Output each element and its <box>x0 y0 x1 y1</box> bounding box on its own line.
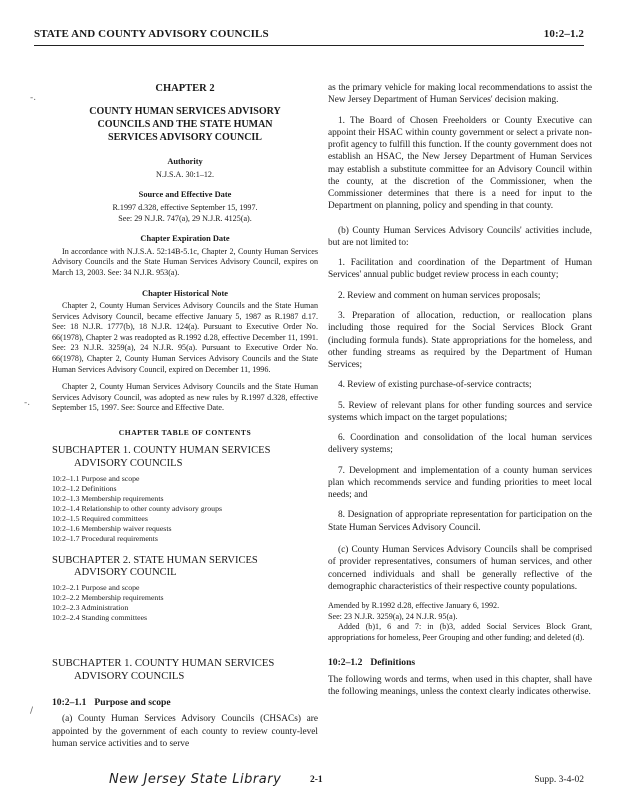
expiration-text: In accordance with N.J.S.A. 52:14B-5.1c, Chapter 2, County Human Services Advisory Councils and the State Human Services Advisory Council, expires on March 13, 2003. See: 34 N.J.R. 953(a). <box>52 246 318 277</box>
chapter-label: CHAPTER 2 <box>155 83 215 94</box>
expiration-block <box>52 234 318 278</box>
header-title: STATE AND COUNTY ADVISORY COUNCILS <box>34 28 269 40</box>
right-column <box>328 82 592 706</box>
scan-mark: -. <box>24 398 31 408</box>
toc-item[interactable]: 10:2–2.2 Membership requirements <box>52 592 164 602</box>
toc-item[interactable]: 10:2–1.1 Purpose and scope <box>52 473 140 483</box>
continued-text: as the primary vehicle for making local recommendations to assist the New Jersey Department of Human Services' decision making. <box>328 83 592 106</box>
authority-text: N.J.S.A. 30:1–12. <box>155 169 214 179</box>
section-title-1-1: 10:2–1.1 Purpose and scope <box>52 696 171 708</box>
history-heading: Chapter Historical Note <box>142 288 228 298</box>
scan-mark: -. <box>30 93 37 103</box>
toc-list-2 <box>52 583 318 624</box>
paragraph-c: (c) County Human Services Advisory Councils shall be comprised of provider representatives, consumers of human services, and other concerned individuals and shall be generally reflective of the demographic characteristics of their respective county populations. <box>328 544 592 592</box>
library-watermark: New Jersey State Library <box>109 772 282 787</box>
scan-mark: / <box>30 706 34 716</box>
toc-item[interactable]: 10:2–2.1 Purpose and scope <box>52 582 140 592</box>
authority-block <box>52 157 318 180</box>
history-block <box>52 289 318 414</box>
page-number: 2-1 <box>310 775 323 785</box>
toc-item[interactable]: 10:2–1.3 Membership requirements <box>52 493 164 503</box>
authority-heading: Authority <box>167 156 203 166</box>
header-rule <box>34 45 584 46</box>
toc-list-1 <box>52 474 318 545</box>
item-a-1: 1. The Board of Chosen Freeholders or County Executive can appoint their HSAC within county government or select a private non-profit agency to fulfill this function. If the county government does not establish an HSAC, the New Jersey Department of Human Services may establish a substitute committee for an Advisory Council within the county, at the discretion of the Commissioner, when the Commissioner determines that there is a need for input to the Department on planning, policy and spending in that county. <box>328 115 592 212</box>
supplement-date: Supp. 3-4-02 <box>534 775 584 785</box>
running-header <box>34 28 584 40</box>
toc-subchapter-1: SUBCHAPTER 1. COUNTY HUMAN SERVICES ADVISORY COUNCILS <box>52 445 271 470</box>
list-item: 1. Facilitation and coordination of the Department of Human Services' annual public budget review process in each county; <box>328 258 592 281</box>
list-item: 6. Coordination and consolidation of the local human services delivery systems; <box>328 433 592 456</box>
section-1-1-a: (a) County Human Services Advisory Councils (CHSACs) are appointed by the government of each county to review county-level human service activities and to serve <box>52 714 318 749</box>
expiration-heading: Chapter Expiration Date <box>140 234 230 244</box>
list-item: 7. Development and implementation of a county human services plan which recommends service and funding priorities to meet local needs; and <box>328 465 592 501</box>
toc-item[interactable]: 10:2–1.4 Relationship to other county advisory groups <box>52 504 222 513</box>
list-item: 4. Review of existing purchase-of-service contracts; <box>338 380 532 391</box>
header-section: 10:2–1.2 <box>543 28 584 40</box>
toc-item[interactable]: 10:2–2.4 Standing committees <box>52 613 148 623</box>
section-title-1-2: 10:2–1.2 Definitions <box>328 657 416 669</box>
source-block: Source and Effective Date R.1997 d.328, effective September 15, 1997. See: 29 N.J.R. 747(a), 29 N.J.R. 4125(a). <box>52 190 318 224</box>
paragraph-b: (b) County Human Services Advisory Councils' activities include, but are not limited to: <box>328 225 592 248</box>
left-column <box>52 82 318 758</box>
toc-item[interactable]: 10:2–1.2 Definitions <box>52 483 117 493</box>
toc-heading: CHAPTER TABLE OF CONTENTS <box>118 427 252 437</box>
toc-item[interactable]: 10:2–1.7 Procedural requirements <box>52 534 158 544</box>
amendment-note: Amended by R.1992 d.28, effective January 6, 1992. See: 23 N.J.R. 3259(a), 24 N.J.R. 95(a). Added (b)1, 6 and 7: in (b)3, added Social Services Block Grant, appropriations for homeless, Peer Grouping and other funding; and deleted (d). <box>328 601 592 642</box>
toc-item[interactable]: 10:2–1.6 Membership waiver requests <box>52 524 172 534</box>
toc-subchapter-2: SUBCHAPTER 2. STATE HUMAN SERVICES ADVISORY COUNCIL <box>52 554 258 579</box>
chapter-title: COUNTY HUMAN SERVICES ADVISORY COUNCILS AND THE STATE HUMAN SERVICES ADVISORY COUNCIL <box>89 105 281 143</box>
section-1-2-text: The following words and terms, when used in this chapter, shall have the following meanings, unless the context clearly indicates otherwise. <box>328 674 592 697</box>
toc-item[interactable]: 10:2–2.3 Administration <box>52 602 129 612</box>
subchapter-1-heading: SUBCHAPTER 1. COUNTY HUMAN SERVICES ADVISORY COUNCILS <box>52 657 275 683</box>
toc-item[interactable]: 10:2–1.5 Required committees <box>52 514 148 524</box>
list-item: 3. Preparation of allocation, reduction, or reallocation plans including those required for the Social Services Block Grant (including formula funds). State appropriations for the homeless, and other funding streams as required by the Department of Human Services; <box>328 310 592 371</box>
history-p1: Chapter 2, County Human Services Advisory Councils and the State Human Services Advisory Council, became effective January 5, 1987 as R.1987 d.17. See: 18 N.J.R. 1777(b), 18 N.J.R. 124(a). Pursuant to Executive Order No. 66(1978), Chapter 2 was readopted as R.1992 d.28, effective December 11, 1991. See: 23 N.J.R. 3259(a), 24 N.J.R. 95(a). Pursuant to Executive Order No. 66(1978), Chapter 2, County Human Services Advisory Councils and the State Human Services Advisory Council, expired on December 11, 1996. <box>52 301 318 374</box>
source-heading: Source and Effective Date <box>138 190 232 200</box>
list-item: 2. Review and comment on human services proposals; <box>338 290 541 301</box>
history-p2: Chapter 2, County Human Services Advisory Councils and the State Human Services Advisory Council, was adopted as new rules by R.1997 d.328, effective September 15, 1997. See: Source and Effective Date. <box>52 382 318 413</box>
list-item: 5. Review of relevant plans for other funding sources and service systems which impact on the target populations; <box>328 400 592 423</box>
list-item: 8. Designation of appropriate representation for participation on the State Human Services Advisory Council. <box>328 510 592 533</box>
